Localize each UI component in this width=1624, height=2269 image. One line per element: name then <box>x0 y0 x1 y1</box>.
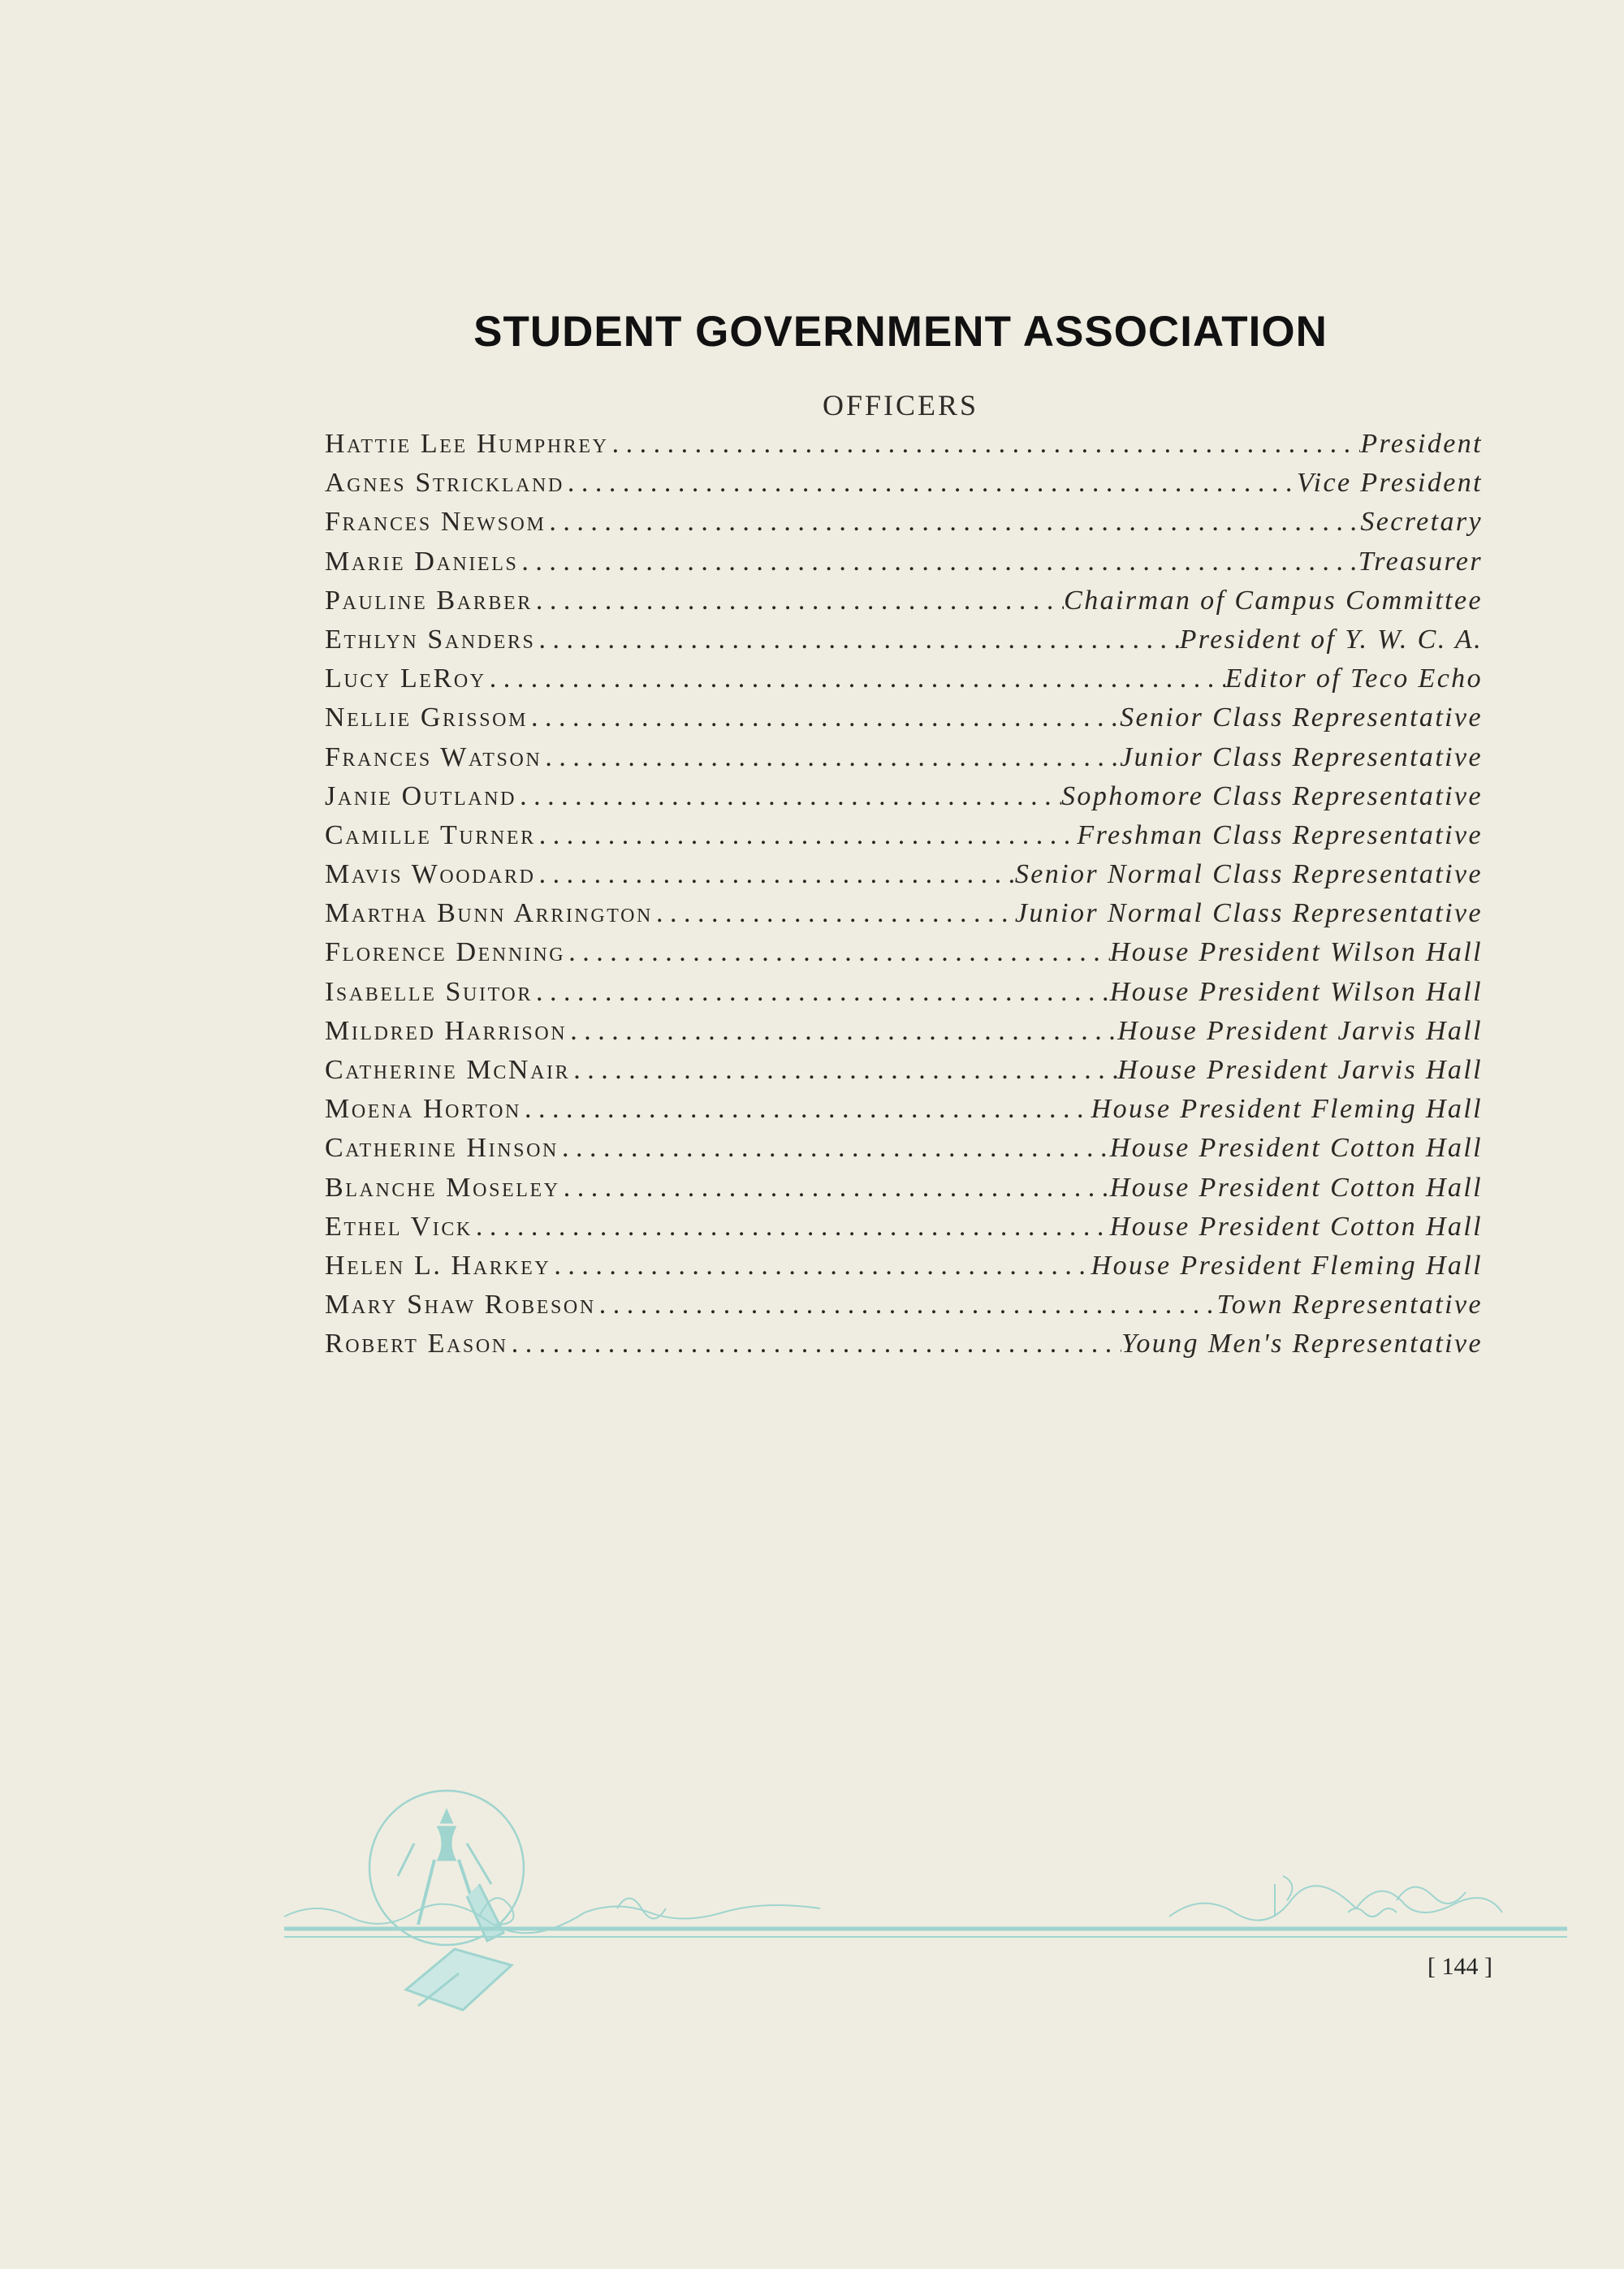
officer-name: Robert Eason <box>325 1329 508 1359</box>
officer-row <box>325 586 1483 625</box>
dot-leader <box>559 1133 1110 1164</box>
officer-name: Marie Daniels <box>325 546 519 577</box>
officer-row <box>325 1133 1483 1172</box>
officer-title: Editor of Teco Echo <box>1224 663 1483 694</box>
officer-title: President <box>1360 429 1483 459</box>
officer-title: Treasurer <box>1358 546 1483 577</box>
decorative-footer-ornament <box>276 1762 1575 2022</box>
officer-name: Florence Denning <box>325 937 566 968</box>
page-number: [ 144 ] <box>1427 1953 1492 1980</box>
officer-name: Frances Watson <box>325 741 542 772</box>
officer-title: Chairman of Campus Committee <box>1064 585 1483 616</box>
dot-leader <box>570 1055 1117 1086</box>
officer-name: Moena Horton <box>325 1094 521 1125</box>
officer-title: House President Cotton Hall <box>1109 1172 1483 1203</box>
dot-leader <box>546 507 1360 538</box>
officer-title: House President Wilson Hall <box>1109 937 1483 968</box>
officer-row <box>325 977 1483 1016</box>
officer-row <box>325 742 1483 781</box>
officer-name: Catherine McNair <box>325 1055 571 1085</box>
officer-title: Town Representative <box>1216 1290 1483 1320</box>
officer-title: Freshman Class Representative <box>1077 819 1483 850</box>
officer-name: Martha Bunn Arrington <box>325 898 653 929</box>
dot-leader <box>518 547 1358 577</box>
officer-name: Nellie Grissom <box>325 702 529 733</box>
officer-row <box>325 1055 1483 1094</box>
dot-leader <box>533 586 1064 616</box>
officer-title: Vice President <box>1296 468 1483 499</box>
officer-name: Lucy LeRoy <box>325 663 486 694</box>
officer-row <box>325 1251 1483 1290</box>
dot-leader <box>542 742 1120 773</box>
officer-title: House President Fleming Hall <box>1091 1094 1483 1125</box>
officer-name: Helen L. Harkey <box>325 1250 551 1281</box>
officer-row <box>325 859 1483 898</box>
officer-title: Sophomore Class Representative <box>1061 780 1483 811</box>
officer-title: Senior Class Representative <box>1120 702 1483 733</box>
dot-leader <box>533 977 1110 1008</box>
dot-leader <box>567 1016 1117 1047</box>
officer-title: Secretary <box>1360 507 1483 538</box>
officer-title: Junior Normal Class Representative <box>1014 898 1483 929</box>
dot-leader <box>609 429 1361 460</box>
officer-row <box>325 702 1483 741</box>
officer-row <box>325 507 1483 546</box>
officer-title: House President Jarvis Hall <box>1117 1055 1483 1085</box>
dot-leader <box>551 1251 1091 1281</box>
dot-leader <box>536 859 1015 890</box>
officer-row <box>325 1016 1483 1055</box>
officer-title: Junior Class Representative <box>1120 741 1483 772</box>
dot-leader <box>536 820 1078 851</box>
dot-leader <box>508 1329 1121 1359</box>
officer-title: Young Men's Representative <box>1121 1329 1483 1359</box>
officer-row <box>325 625 1483 663</box>
officer-title: House President Fleming Hall <box>1091 1250 1483 1281</box>
dot-leader <box>528 702 1120 733</box>
officer-row <box>325 468 1483 507</box>
officer-row <box>325 1173 1483 1212</box>
page-title: STUDENT GOVERNMENT ASSOCIATION <box>473 308 1328 356</box>
dot-leader <box>565 937 1110 968</box>
officer-name: Frances Newsom <box>325 507 546 538</box>
dot-leader <box>486 663 1225 694</box>
dot-leader <box>536 625 1180 655</box>
officer-name: Mildred Harrison <box>325 1015 568 1046</box>
officer-title: President of Y. W. C. A. <box>1179 624 1483 655</box>
officer-row <box>325 937 1483 976</box>
officer-row <box>325 1212 1483 1251</box>
officer-name: Ethel Vick <box>325 1211 473 1242</box>
officer-name: Agnes Strickland <box>325 468 564 499</box>
officer-row <box>325 1094 1483 1133</box>
officer-name: Hattie Lee Humphrey <box>325 429 609 459</box>
officer-row <box>325 781 1483 820</box>
officer-row <box>325 547 1483 586</box>
dot-leader <box>596 1290 1217 1320</box>
officer-name: Mary Shaw Robeson <box>325 1290 596 1320</box>
officer-row <box>325 898 1483 937</box>
dot-leader <box>653 898 1015 929</box>
dot-leader <box>516 781 1061 812</box>
officer-title: House President Cotton Hall <box>1109 1211 1483 1242</box>
officer-title: House President Jarvis Hall <box>1117 1015 1483 1046</box>
dot-leader <box>473 1212 1110 1243</box>
officer-name: Mavis Woodard <box>325 859 536 890</box>
officer-title: House President Wilson Hall <box>1109 976 1483 1007</box>
officer-name: Isabelle Suitor <box>325 976 533 1007</box>
officer-row <box>325 663 1483 702</box>
officer-name: Blanche Moseley <box>325 1172 560 1203</box>
section-heading-officers: OFFICERS <box>822 389 979 421</box>
dot-leader <box>560 1173 1110 1204</box>
dot-leader <box>564 468 1297 499</box>
officer-title: House President Cotton Hall <box>1109 1133 1483 1164</box>
officer-list <box>325 429 1483 1368</box>
officer-row <box>325 1329 1483 1368</box>
officer-name: Ethlyn Sanders <box>325 624 536 655</box>
officer-row <box>325 820 1483 859</box>
officer-row <box>325 429 1483 468</box>
officer-name: Janie Outland <box>325 780 517 811</box>
officer-name: Pauline Barber <box>325 585 533 616</box>
officer-name: Catherine Hinson <box>325 1133 559 1164</box>
officer-row <box>325 1290 1483 1329</box>
officer-title: Senior Normal Class Representative <box>1014 859 1483 890</box>
officer-name: Camille Turner <box>325 819 536 850</box>
dot-leader <box>521 1094 1091 1125</box>
